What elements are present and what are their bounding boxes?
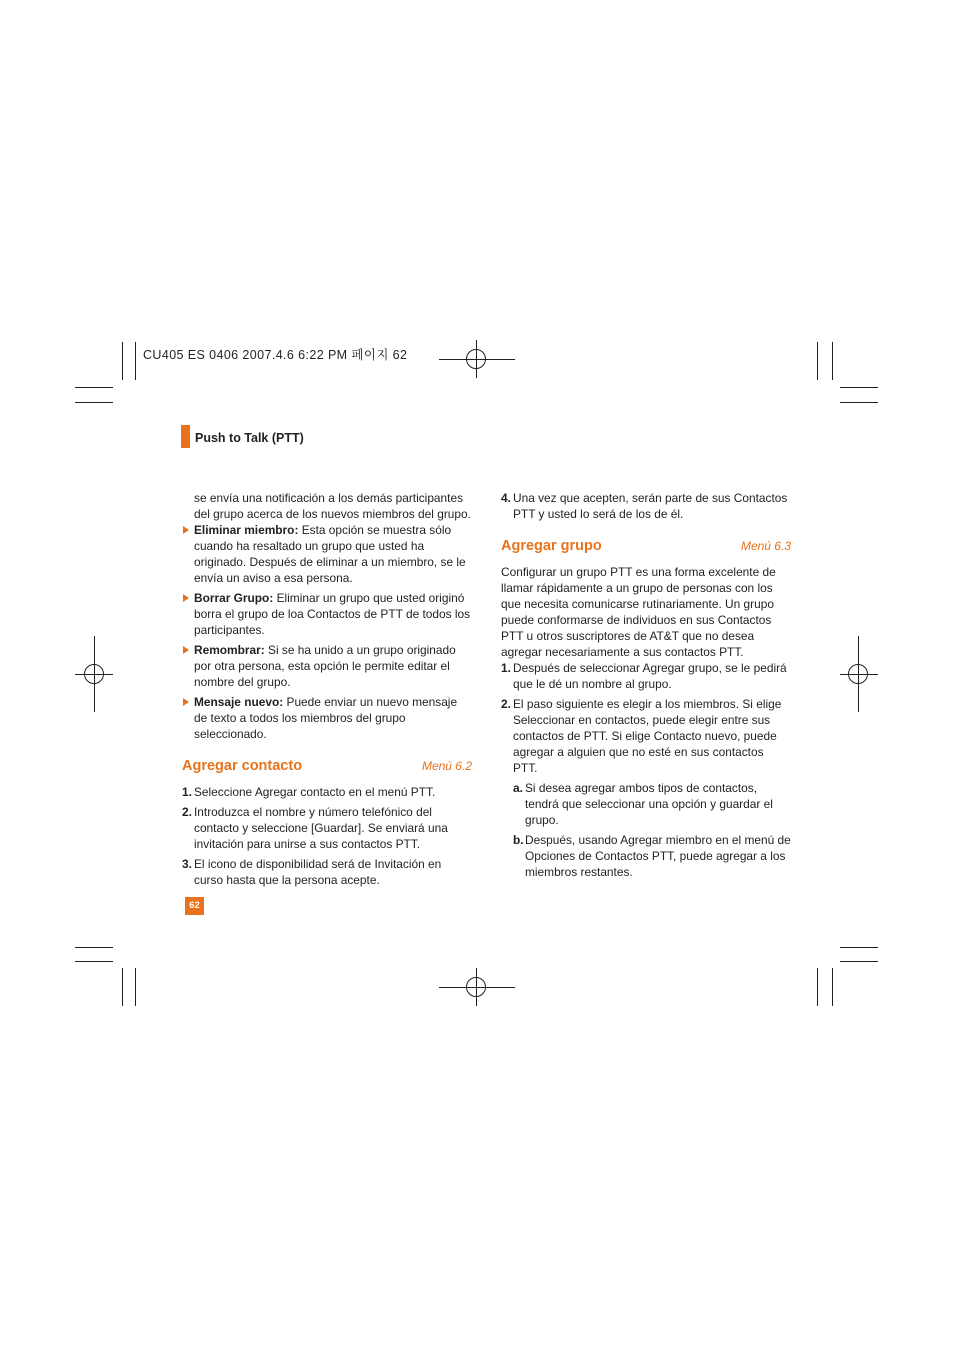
step-item bbox=[501, 660, 791, 692]
triangle-bullet-icon bbox=[183, 646, 189, 654]
print-slug: CU405 ES 0406 2007.4.6 6:22 PM 페이지 62 bbox=[143, 348, 408, 362]
bullet-item-mensaje-nuevo bbox=[182, 694, 472, 742]
crop-mark bbox=[135, 968, 136, 1006]
step-text: Después de seleccionar Agregar grupo, se le pedirá que le dé un nombre al grupo. bbox=[513, 661, 787, 691]
step-text: El paso siguiente es elegir a los miembros. Si elige Seleccionar en contactos, puede elegir entre sus contactos de PTT. Si elige Contacto nuevo, puede agregar a alguien que no esté en sus contactos PTT. bbox=[513, 697, 782, 775]
substep-item bbox=[501, 832, 791, 880]
registration-circle bbox=[466, 977, 486, 997]
crop-mark bbox=[832, 342, 833, 380]
triangle-bullet-icon bbox=[183, 698, 189, 706]
crop-mark bbox=[75, 387, 113, 388]
crop-mark bbox=[840, 947, 878, 948]
section-heading-agregar-grupo bbox=[501, 538, 791, 554]
substep-item bbox=[501, 780, 791, 828]
bullet-item-remombrar bbox=[182, 642, 472, 690]
registration-circle bbox=[848, 664, 868, 684]
substep-text: Después, usando Agregar miembro en el menú de Opciones de Contactos PTT, puede agregar a los miembros restantes. bbox=[525, 833, 791, 879]
section-marker bbox=[181, 425, 190, 448]
bullet-text: Puede enviar un nuevo mensaje de texto a todos los miembros del grupo seleccionado. bbox=[194, 695, 458, 741]
page-number-badge: 62 bbox=[185, 897, 204, 915]
step-item bbox=[501, 490, 791, 522]
step-number: 1. bbox=[501, 661, 511, 675]
crop-mark bbox=[840, 402, 878, 403]
section-heading-title: Agregar grupo bbox=[501, 538, 602, 554]
bullet-term: Eliminar miembro: bbox=[194, 523, 299, 537]
substep-text: Si desea agregar ambos tipos de contactos, tendrá que seleccionar una opción y guardar el grupo. bbox=[525, 781, 773, 827]
bullet-item-eliminar-miembro bbox=[182, 522, 472, 586]
crop-mark bbox=[75, 402, 113, 403]
bullet-term: Remombrar: bbox=[194, 643, 265, 657]
step-number: 2. bbox=[501, 697, 511, 711]
crop-mark bbox=[122, 342, 123, 380]
step-number: 3. bbox=[182, 857, 192, 871]
crop-mark bbox=[832, 968, 833, 1006]
registration-circle bbox=[466, 349, 486, 369]
crop-mark bbox=[122, 968, 123, 1006]
step-text: Una vez que acepten, serán parte de sus Contactos PTT y usted lo será de los de él. bbox=[513, 491, 788, 521]
crop-mark bbox=[75, 947, 113, 948]
intro-paragraph: Configurar un grupo PTT es una forma excelente de llamar rápidamente a un grupo de personas con los que necesita comunicarse rutinariamente. Un grupo puede conformarse de individuos en sus Contactos PTT u otros suscriptores de AT&T que no desea agregar necesariamente a sus contactos PTT. bbox=[501, 565, 776, 659]
step-number: 1. bbox=[182, 785, 192, 799]
registration-circle bbox=[84, 664, 104, 684]
step-item bbox=[501, 696, 791, 776]
bullet-term: Mensaje nuevo: bbox=[194, 695, 284, 709]
triangle-bullet-icon bbox=[183, 594, 189, 602]
bullet-text: Eliminar un grupo que usted originó borra el grupo de loa Contactos de PTT de todos los participantes. bbox=[194, 591, 471, 637]
section-heading-title: Agregar contacto bbox=[182, 758, 303, 774]
bullet-text: Si se ha unido a un grupo originado por otra persona, esta opción le permite editar el nombre del grupo. bbox=[194, 643, 456, 689]
crop-mark bbox=[135, 342, 136, 380]
intro-paragraph: se envía una notificación a los demás participantes del grupo acerca de los nuevos miembros del grupo. bbox=[194, 491, 471, 521]
menu-reference: Menú 6.2 bbox=[421, 759, 472, 773]
substep-letter: a. bbox=[513, 781, 523, 795]
crop-mark bbox=[817, 968, 818, 1006]
crop-mark bbox=[75, 961, 113, 962]
bullet-item-borrar-grupo bbox=[182, 590, 472, 638]
left-column bbox=[182, 490, 472, 892]
crop-mark bbox=[840, 961, 878, 962]
section-title: Push to Talk (PTT) bbox=[195, 431, 304, 445]
crop-mark bbox=[840, 387, 878, 388]
step-item bbox=[182, 784, 472, 800]
triangle-bullet-icon bbox=[183, 526, 189, 534]
menu-reference: Menú 6.3 bbox=[740, 539, 791, 553]
step-item bbox=[182, 856, 472, 888]
bullet-text: Esta opción se muestra sólo cuando ha resaltado un grupo que usted ha originado. Después de eliminar a un miembro, se le envía un aviso a esa persona. bbox=[194, 523, 466, 585]
section-heading-agregar-contacto bbox=[182, 758, 472, 774]
right-column bbox=[501, 490, 791, 884]
step-text: El icono de disponibilidad será de Invitación en curso hasta que la persona acepte. bbox=[194, 857, 442, 887]
step-text: Seleccione Agregar contacto en el menú PTT. bbox=[194, 785, 436, 799]
step-text: Introduzca el nombre y número telefónico del contacto y seleccione [Guardar]. Se enviará una invitación para unirse a sus contactos PTT. bbox=[194, 805, 448, 851]
step-number: 2. bbox=[182, 805, 192, 819]
substep-letter: b. bbox=[513, 833, 524, 847]
step-number: 4. bbox=[501, 491, 511, 505]
crop-mark bbox=[817, 342, 818, 380]
step-item bbox=[182, 804, 472, 852]
bullet-term: Borrar Grupo: bbox=[194, 591, 274, 605]
